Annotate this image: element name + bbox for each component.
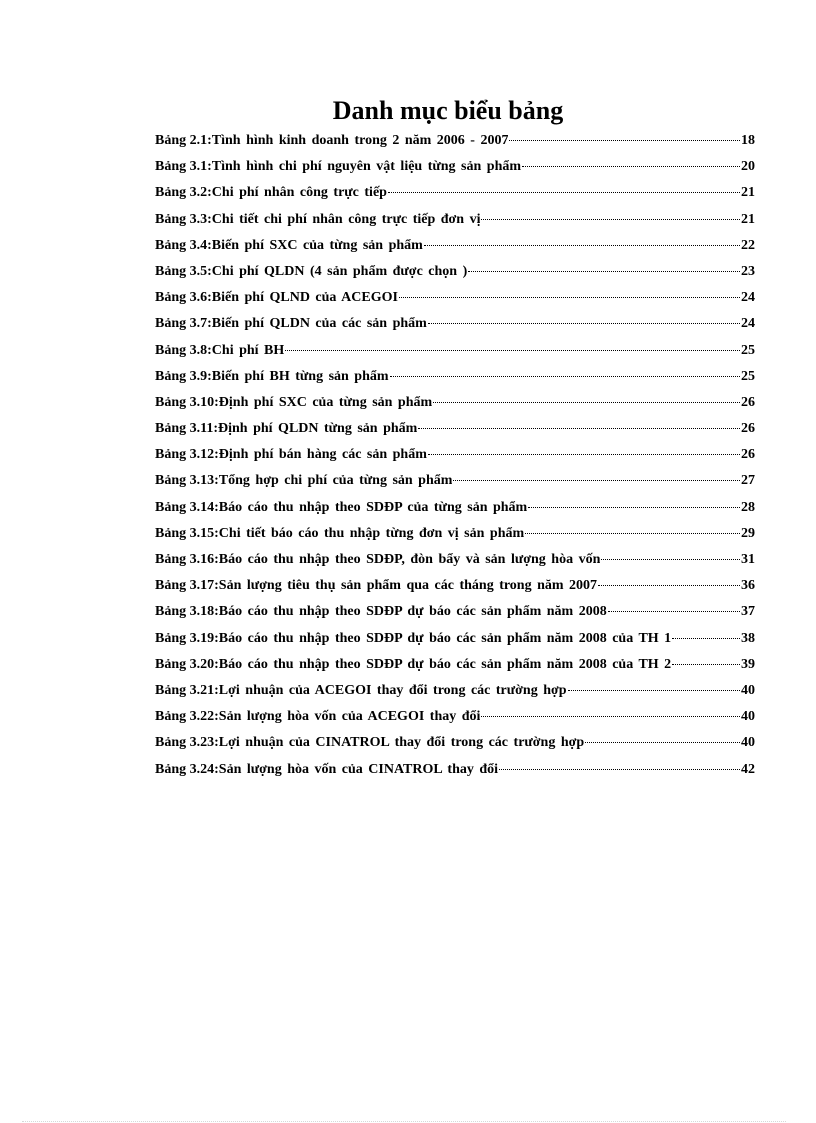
- toc-entry-label: Bảng 3.4:: [155, 237, 212, 253]
- dot-leader: [601, 558, 740, 560]
- toc-entry-label: Bảng 3.8:: [155, 342, 212, 358]
- toc-entry[interactable]: [155, 762, 755, 788]
- toc-entry-label: Bảng 3.2:: [155, 185, 212, 201]
- toc-entry-page-number: 20: [741, 159, 755, 175]
- toc-entry[interactable]: [155, 500, 755, 526]
- toc-entry-title: Báo cáo thu nhập theo SDĐP, đòn bẩy và sản lượng hòa vốn: [218, 552, 601, 567]
- toc-entry-label: Bảng 3.20:: [155, 656, 219, 672]
- toc-entry-page-number: 37: [741, 604, 755, 620]
- toc-entry-page-number: 18: [741, 133, 755, 148]
- toc-entry[interactable]: [155, 316, 755, 342]
- toc-entry[interactable]: [155, 238, 755, 264]
- dot-leader: [598, 584, 740, 586]
- toc-entry-page-number: 21: [741, 185, 755, 201]
- toc-entry-label: Bảng 3.16:: [155, 552, 219, 567]
- dot-leader: [390, 375, 740, 377]
- toc-entry-title: Sản lượng tiêu thụ sản phẩm qua các tháng trong năm 2007: [218, 578, 598, 594]
- dot-leader: [528, 506, 740, 508]
- toc-entry[interactable]: [155, 709, 755, 735]
- toc-entry[interactable]: [155, 369, 755, 395]
- toc-entry-label: Bảng 3.6:: [155, 290, 212, 306]
- toc-entry-label: Bảng 3.19:: [155, 630, 219, 646]
- toc-entry-label: Bảng 3.7:: [155, 316, 212, 332]
- toc-entry-label: Bảng 3.17:: [155, 578, 219, 594]
- toc-entry-title: Định phí bán hàng các sản phẩm: [218, 447, 427, 463]
- toc-entry-title: Sản lượng hòa vốn của CINATROL thay đổi: [218, 761, 499, 777]
- toc-entry-page-number: 25: [741, 342, 755, 358]
- toc-entry-label: Bảng 3.1:: [155, 159, 212, 175]
- toc-entry-label: Bảng 3.5:: [155, 263, 212, 279]
- toc-entry-title: Biến phí BH từng sản phẩm: [211, 368, 389, 384]
- toc-entry-label: Bảng 3.13:: [155, 473, 219, 489]
- toc-entry-label: Bảng 3.22:: [155, 709, 219, 725]
- toc-entry-label: Bảng 3.18:: [155, 604, 219, 620]
- toc-entry-page-number: 26: [741, 447, 755, 463]
- toc-entry-page-number: 29: [741, 525, 755, 541]
- toc-entry[interactable]: [155, 657, 755, 683]
- toc-entry-page-number: 21: [741, 211, 755, 227]
- toc-entry-title: Chi phí nhân công trực tiếp: [211, 185, 387, 201]
- dot-leader: [568, 689, 740, 691]
- dot-leader: [481, 218, 740, 220]
- toc-entry-title: Lợi nhuận của CINATROL thay đổi trong các trường hợp: [218, 735, 585, 751]
- dot-leader: [481, 715, 740, 717]
- dot-leader: [499, 768, 740, 770]
- toc-entry[interactable]: [155, 735, 755, 761]
- toc-entry-label: Bảng 3.24:: [155, 761, 219, 777]
- toc-entry-label: Bảng 3.15:: [155, 525, 219, 541]
- toc-entry-label: Bảng 3.3:: [155, 211, 212, 227]
- table-list: [155, 133, 755, 788]
- toc-entry-title: Tình hình chi phí nguyên vật liệu từng sản phẩm: [211, 159, 522, 175]
- dot-leader: [468, 270, 740, 272]
- toc-entry-page-number: 24: [741, 290, 755, 306]
- toc-entry-label: Bảng 3.12:: [155, 447, 219, 463]
- page-footer-divider: [22, 1121, 786, 1122]
- toc-entry-label: Bảng 3.14:: [155, 499, 219, 515]
- toc-entry-title: Báo cáo thu nhập theo SDĐP dự báo các sản phẩm năm 2008 của TH 1: [218, 630, 672, 646]
- toc-entry-title: Báo cáo thu nhập theo SDĐP dự báo các sản phẩm năm 2008 của TH 2: [218, 656, 672, 672]
- toc-entry[interactable]: [155, 395, 755, 421]
- toc-entry-label: Bảng 3.10:: [155, 394, 219, 410]
- toc-entry[interactable]: [155, 343, 755, 369]
- dot-leader: [522, 165, 740, 167]
- toc-entry[interactable]: [155, 526, 755, 552]
- toc-entry-page-number: 36: [741, 578, 755, 594]
- toc-entry-page-number: 39: [741, 656, 755, 672]
- toc-entry-page-number: 40: [741, 709, 755, 725]
- dot-leader: [424, 244, 740, 246]
- toc-entry-title: Biến phí QLND của ACEGOI: [211, 290, 398, 306]
- toc-entry[interactable]: [155, 264, 755, 290]
- dot-leader: [672, 637, 740, 639]
- toc-entry[interactable]: [155, 447, 755, 473]
- dot-leader: [418, 427, 740, 429]
- toc-entry[interactable]: [155, 683, 755, 709]
- dot-leader: [388, 191, 740, 193]
- toc-entry-label: Bảng 3.9:: [155, 368, 212, 384]
- toc-entry-page-number: 26: [741, 421, 755, 437]
- toc-entry-page-number: 38: [741, 630, 755, 646]
- dot-leader: [525, 532, 740, 534]
- toc-entry[interactable]: [155, 473, 755, 499]
- toc-entry[interactable]: [155, 185, 755, 211]
- toc-entry-page-number: 31: [741, 552, 755, 567]
- dot-leader: [672, 663, 740, 665]
- toc-entry-page-number: 28: [741, 499, 755, 515]
- toc-entry-page-number: 23: [741, 263, 755, 279]
- dot-leader: [608, 610, 740, 612]
- page-title: Danh mục biểu bảng: [332, 96, 564, 125]
- toc-entry-title: Lợi nhuận của ACEGOI thay đổi trong các trường hợp: [218, 682, 567, 698]
- toc-entry-title: Định phí QLDN từng sản phẩm: [218, 421, 418, 437]
- dot-leader: [433, 401, 740, 403]
- toc-entry-title: Chi phí QLDN (4 sản phẩm được chọn ): [211, 263, 468, 279]
- toc-entry-page-number: 40: [741, 682, 755, 698]
- dot-leader: [509, 139, 740, 141]
- toc-entry[interactable]: [155, 631, 755, 657]
- toc-entry[interactable]: [155, 604, 755, 630]
- toc-entry-title: Định phí SXC của từng sản phẩm: [218, 394, 433, 410]
- toc-entry-label: Bảng 3.21:: [155, 682, 219, 698]
- dot-leader: [428, 453, 740, 455]
- toc-entry-title: Chi tiết chi phí nhân công trực tiếp đơn vị: [211, 211, 481, 227]
- toc-entry-label: Bảng 2.1:: [155, 133, 212, 148]
- toc-entry-title: Chi tiết báo cáo thu nhập từng đơn vị sản phẩm: [218, 525, 525, 541]
- dot-leader: [285, 349, 740, 351]
- toc-entry-label: Bảng 3.23:: [155, 735, 219, 751]
- toc-entry-label: Bảng 3.11:: [155, 421, 219, 437]
- toc-entry-page-number: 42: [741, 761, 755, 777]
- toc-entry-page-number: 24: [741, 316, 755, 332]
- toc-entry-title: Báo cáo thu nhập theo SDĐP dự báo các sản phẩm năm 2008: [218, 604, 607, 620]
- toc-entry[interactable]: [155, 159, 755, 185]
- toc-entry-title: Tình hình kinh doanh trong 2 năm 2006 - 2007: [211, 133, 509, 148]
- dot-leader: [453, 479, 740, 481]
- toc-entry-page-number: 22: [741, 237, 755, 253]
- toc-entry-page-number: 27: [741, 473, 755, 489]
- toc-entry[interactable]: [155, 133, 755, 159]
- toc-entry-title: Tổng hợp chi phí của từng sản phẩm: [218, 473, 453, 489]
- toc-entry-title: Sản lượng hòa vốn của ACEGOI thay đổi: [218, 709, 481, 725]
- toc-entry[interactable]: [155, 421, 755, 447]
- dot-leader: [428, 322, 740, 324]
- toc-entry[interactable]: [155, 552, 755, 578]
- toc-entry-title: Biến phí QLDN của các sản phẩm: [211, 316, 427, 332]
- toc-entry-page-number: 40: [741, 735, 755, 751]
- toc-entry[interactable]: [155, 290, 755, 316]
- toc-entry[interactable]: [155, 578, 755, 604]
- toc-entry-page-number: 26: [741, 394, 755, 410]
- toc-entry-title: Biến phí SXC của từng sản phẩm: [211, 237, 423, 253]
- toc-entry-title: Báo cáo thu nhập theo SDĐP của từng sản phẩm: [218, 499, 528, 515]
- toc-entry[interactable]: [155, 212, 755, 238]
- dot-leader: [585, 741, 740, 743]
- dot-leader: [399, 296, 740, 298]
- toc-entry-page-number: 25: [741, 368, 755, 384]
- toc-entry-title: Chi phí BH: [211, 342, 285, 358]
